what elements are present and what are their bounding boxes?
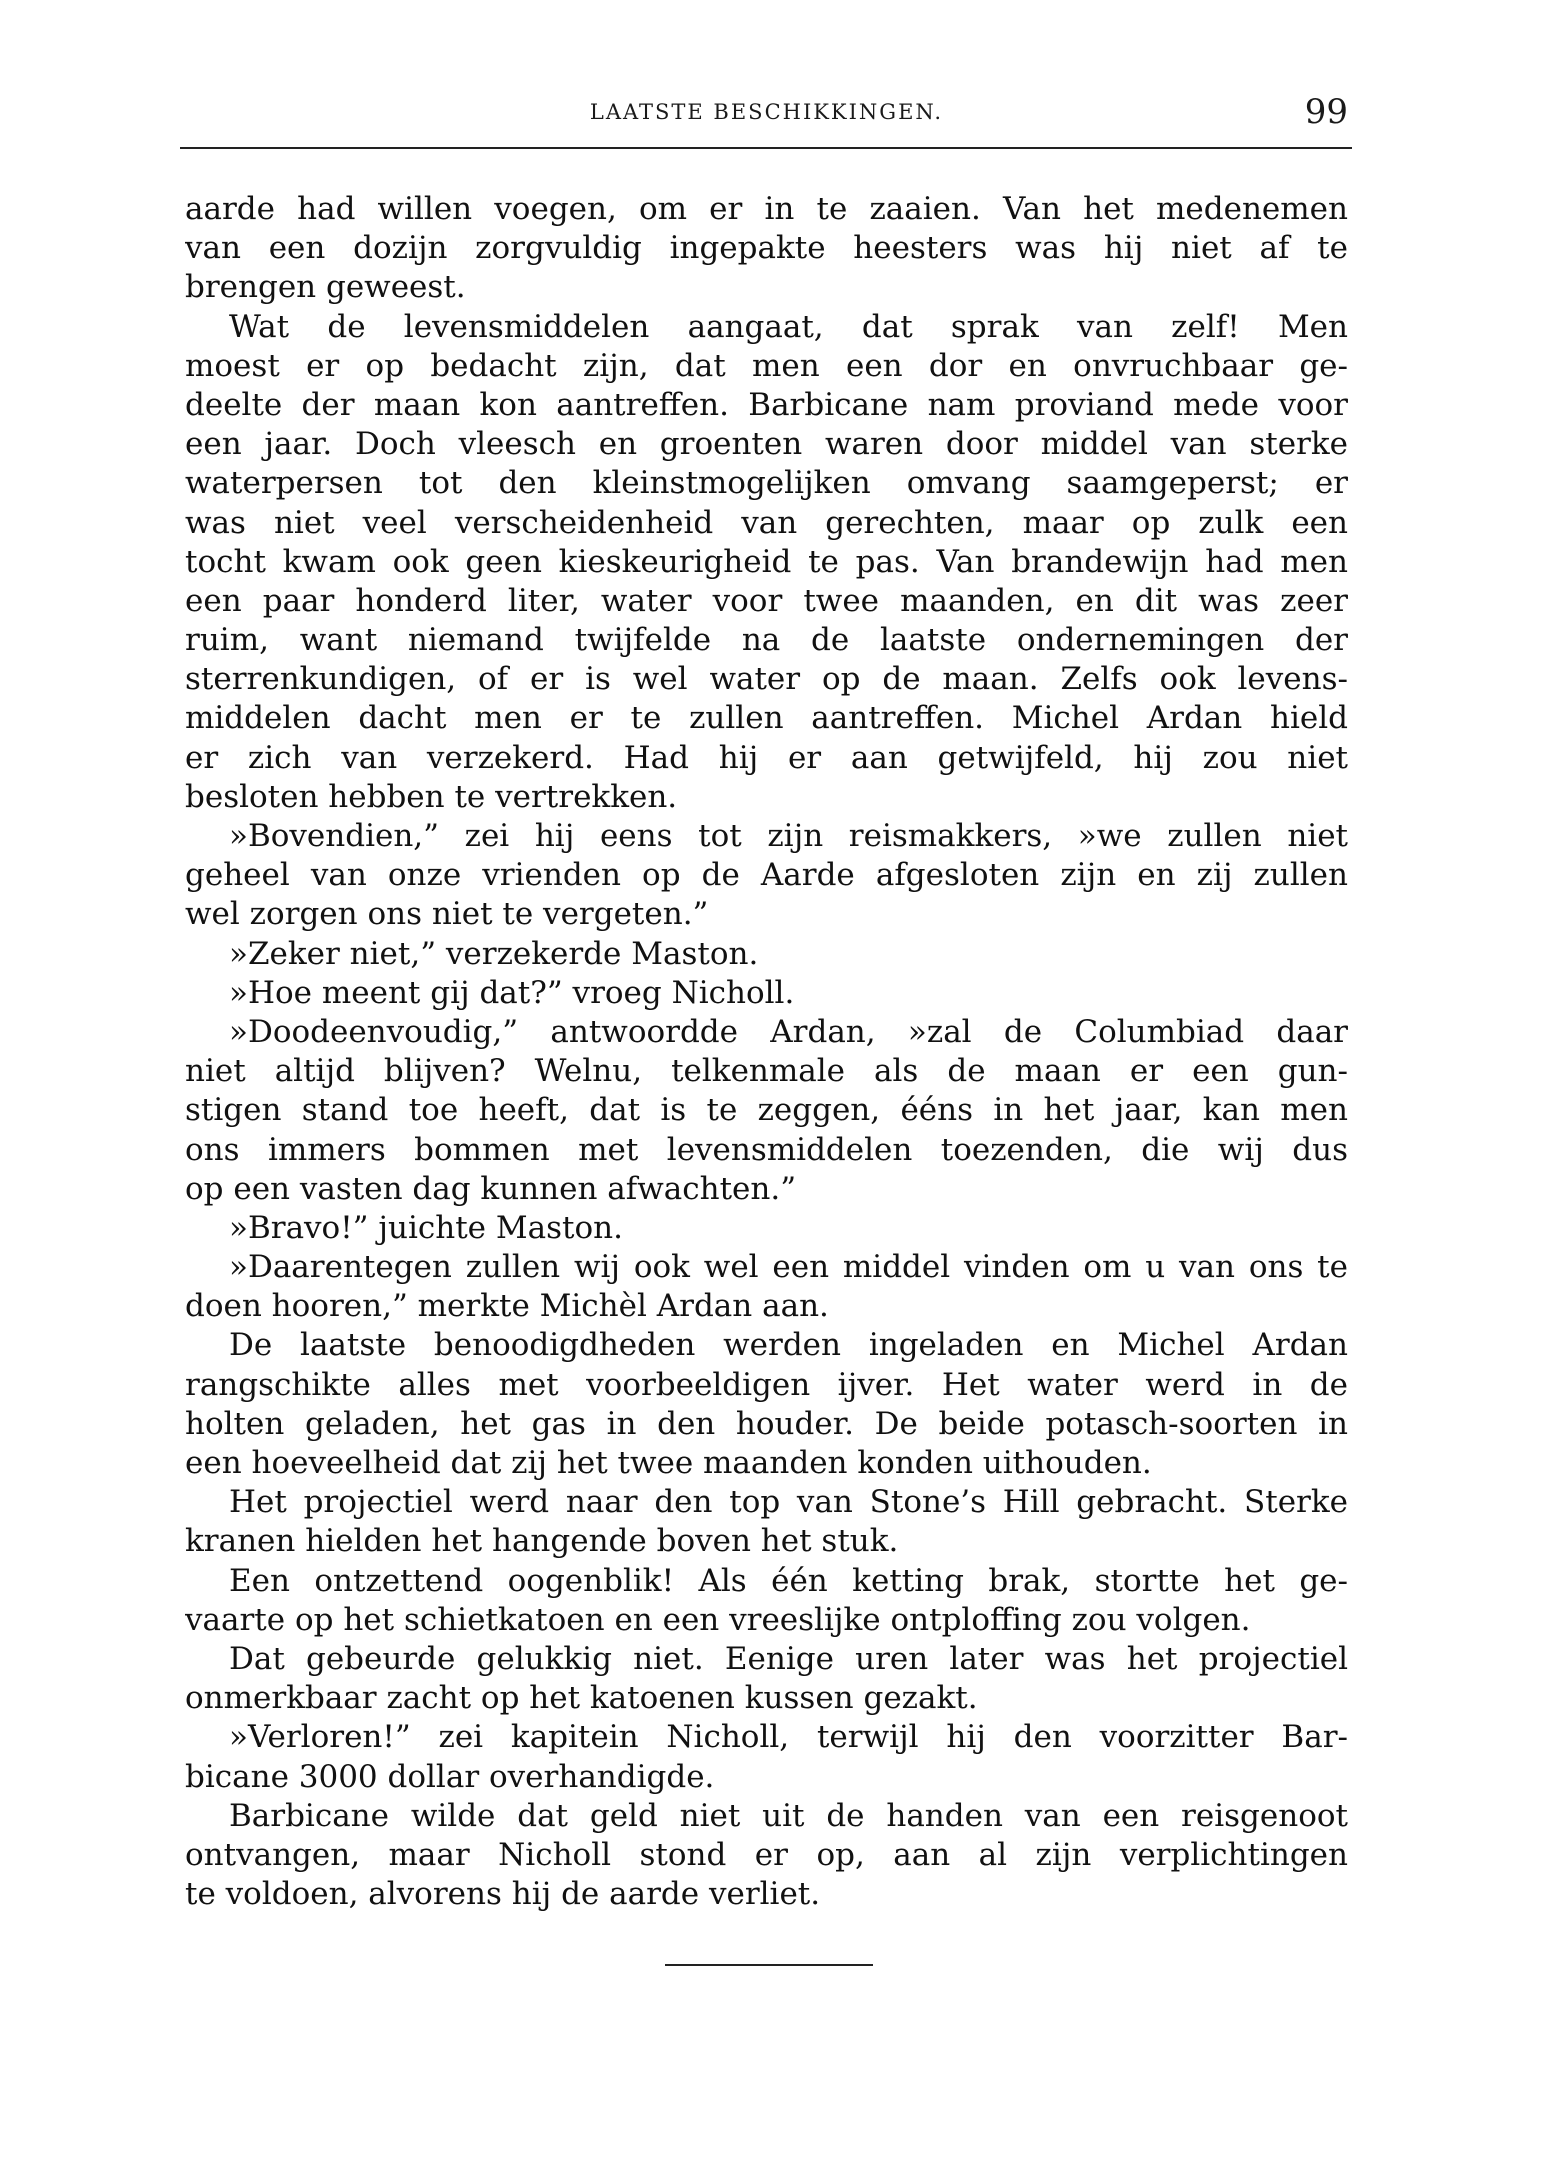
text-line: aarde had willen voegen, om er in te zaaien. Van het medenemen	[185, 191, 1348, 227]
text-line: »Doodeenvoudig,” antwoordde Ardan, »zal de Columbiad daar	[229, 1013, 1348, 1050]
text-line: niet altijd blijven? Welnu, telkenmale als de maan er een gun-	[185, 1053, 1348, 1090]
text-line: Het projectiel werd naar den top van Stone’s Hill gebracht. Sterke	[229, 1484, 1348, 1521]
text-line: een hoeveelheid dat zij het twee maanden konden uithouden.	[185, 1445, 1152, 1481]
text-line: tocht kwam ook geen kieskeurigheid te pas. Van brandewijn had men	[185, 543, 1348, 580]
text-line: »Hoe meent gij dat?” vroeg Nicholl.	[229, 974, 795, 1011]
body-text	[185, 190, 1348, 1914]
text-line: ontvangen, maar Nicholl stond er op, aan al zijn verplichtingen	[185, 1836, 1348, 1873]
text-line: waterpersen tot den kleinstmogelijken omvang saamgeperst; er	[185, 465, 1348, 502]
text-line: middelen dacht men er te zullen aantreffen. Michel Ardan hield	[185, 700, 1348, 737]
text-line: Wat de levensmiddelen aangaat, dat sprak van zelf! Men	[229, 308, 1348, 345]
text-line: »Zeker niet,” verzekerde Maston.	[229, 935, 759, 972]
text-line: ruim, want niemand twijfelde na de laatste ondernemingen der	[185, 622, 1348, 659]
text-line: er zich van verzekerd. Had hij er aan getwijfeld, hij zou niet	[185, 739, 1348, 776]
text-line: rangschikte alles met voorbeeldigen ijver. Het water werd in de	[185, 1366, 1348, 1403]
text-line: ons immers bommen met levensmiddelen toezenden, die wij dus	[185, 1131, 1348, 1168]
text-line: »Bravo!” juichte Maston.	[229, 1209, 623, 1246]
running-header	[185, 92, 1348, 146]
text-line: De laatste benoodigdheden werden ingeladen en Michel Ardan	[229, 1327, 1348, 1364]
text-line: doen hooren,” merkte Michèl Ardan aan.	[185, 1288, 829, 1325]
text-line: wel zorgen ons niet te vergeten.”	[185, 896, 709, 933]
text-line: een jaar. Doch vleesch en groenten waren door middel van sterke	[185, 426, 1348, 463]
text-line: deelte der maan kon aantreffen. Barbicane nam proviand mede voor	[185, 386, 1348, 423]
text-line: Een ontzettend oogenblik! Als één ketting brak, stortte het ge-	[229, 1562, 1348, 1599]
running-title: LAATSTE BESCHIKKINGEN.	[589, 100, 944, 124]
text-line: moest er op bedacht zijn, dat men een dor en onvruchbaar ge-	[185, 347, 1348, 384]
text-line: op een vasten dag kunnen afwachten.”	[185, 1170, 797, 1207]
text-line: bicane 3000 dollar overhandigde.	[185, 1758, 715, 1795]
text-line: geheel van onze vrienden op de Aarde afgesloten zijn en zij zullen	[185, 857, 1348, 894]
section-end-rule	[665, 1964, 873, 1966]
text-line: stigen stand toe heeft, dat is te zeggen, ééns in het jaar, kan men	[185, 1092, 1348, 1129]
text-line: sterrenkundigen, of er is wel water op de maan. Zelfs ook levens-	[185, 661, 1348, 698]
text-line: onmerkbaar zacht op het katoenen kussen gezakt.	[185, 1680, 978, 1717]
text-line: was niet veel verscheidenheid van gerechten, maar op zulk een	[185, 504, 1348, 541]
text-line: kranen hielden het hangende boven het stuk.	[185, 1523, 899, 1560]
text-line: Barbicane wilde dat geld niet uit de handen van een reisgenoot	[229, 1797, 1348, 1834]
text-line: te voldoen, alvorens hij de aarde verliet.	[185, 1876, 821, 1913]
text-line: Dat gebeurde gelukkig niet. Eenige uren later was het projectiel	[229, 1640, 1348, 1677]
header-rule	[180, 147, 1352, 149]
page-number: 99	[1304, 92, 1348, 132]
text-line: »Bovendien,” zei hij eens tot zijn reismakkers, »we zullen niet	[229, 818, 1348, 854]
text-line: vaarte op het schietkatoen en een vreeslijke ontploffing zou volgen.	[185, 1601, 1251, 1638]
text-line: holten geladen, het gas in den houder. De beide potasch-soorten in	[185, 1405, 1348, 1442]
text-line: »Verloren!” zei kapitein Nicholl, terwijl hij den voorzitter Bar-	[229, 1719, 1348, 1756]
text-line: brengen geweest.	[185, 269, 466, 306]
text-line: een paar honderd liter, water voor twee maanden, en dit was zeer	[185, 582, 1348, 619]
text-line: »Daarentegen zullen wij ook wel een middel vinden om u van ons te	[229, 1249, 1348, 1286]
text-line: van een dozijn zorgvuldig ingepakte heesters was hij niet af te	[185, 230, 1348, 267]
text-line: besloten hebben te vertrekken.	[185, 778, 678, 815]
